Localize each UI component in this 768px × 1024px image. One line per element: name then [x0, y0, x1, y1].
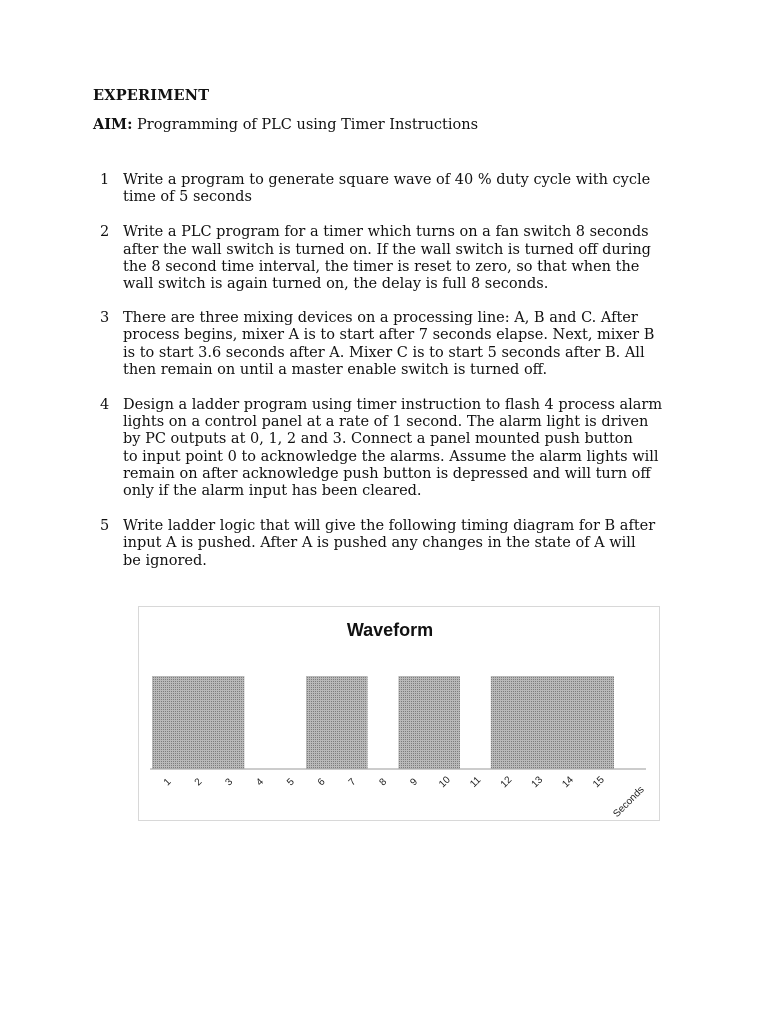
x-tick-label: 9 [408, 776, 421, 789]
task-number: 2 [100, 224, 110, 241]
task-line: Write a program to generate square wave of 40 % duty cycle with cycle [123, 172, 651, 188]
task-line: wall switch is again turned on, the delay is full 8 seconds. [123, 276, 549, 293]
task-line: There are three mixing devices on a processing line: A, B and C. After [123, 310, 638, 327]
task-line: after the wall switch is turned on. If the wall switch is turned off during [123, 241, 651, 258]
x-tick-label: 14 [560, 774, 576, 791]
task-item-3 [93, 310, 673, 379]
task-line: lights on a control panel at a rate of 1 second. The alarm light is driven [123, 414, 649, 431]
task-line: input A is pushed. After A is pushed any changes in the state of A will [123, 535, 636, 552]
x-tick-label: 4 [254, 776, 267, 789]
task-line: Write a PLC program for a timer which turns on a fan switch 8 seconds [123, 224, 649, 241]
chart-title: Waveform [346, 620, 434, 640]
task-item-2 [93, 224, 673, 293]
task-line: the 8 second time interval, the timer is reset to zero, so that when the [123, 258, 640, 275]
task-number: 3 [100, 310, 110, 327]
task-item-4 [93, 397, 673, 500]
x-tick-label: 12 [498, 774, 515, 791]
task-line: be ignored. [123, 552, 207, 569]
x-tick-label: 15 [591, 774, 607, 791]
x-tick-label: 7 [346, 776, 359, 789]
task-line: by PC outputs at 0, 1, 2 and 3. Connect a panel mounted push button [123, 431, 633, 448]
task-line: remain on after acknowledge push button is depressed and will turn off [123, 465, 651, 482]
task-number: 4 [100, 397, 110, 414]
waveform-chart-svg [139, 607, 659, 820]
task-item-1 [93, 172, 673, 206]
x-tick-label: 13 [529, 774, 546, 791]
task-number: 5 [100, 518, 110, 535]
task-number: 1 [100, 172, 110, 188]
waveform-high-block [306, 676, 368, 769]
waveform-high-block [491, 676, 614, 769]
task-line: process begins, mixer A is to start after 7 seconds elapse. Next, mixer B [123, 327, 655, 344]
task-line: then remain on until a master enable switch is turned off. [123, 361, 548, 378]
task-line: Design a ladder program using timer instruction to flash 4 process alarm [123, 397, 663, 414]
aim-label: AIM: [93, 116, 133, 133]
x-tick-label: 5 [285, 776, 297, 789]
x-tick-label: 3 [223, 776, 236, 789]
experiment-heading: EXPERIMENT [93, 87, 210, 104]
task-line: to input point 0 to acknowledge the alarms. Assume the alarm lights will [123, 448, 659, 465]
waveform-high-block [398, 676, 460, 769]
task-line: only if the alarm input has been cleared. [123, 483, 422, 500]
task-item-5 [93, 518, 673, 570]
x-tick-label: 10 [437, 774, 453, 791]
task-line: is to start 3.6 seconds after A. Mixer C is to start 5 seconds after B. All [123, 344, 645, 361]
task-list [93, 172, 673, 570]
x-axis-label: Seconds [611, 784, 647, 820]
task-line: time of 5 seconds [123, 189, 252, 206]
aim-line [93, 116, 478, 133]
waveform-chart [138, 606, 660, 821]
x-tick-label: 6 [315, 776, 328, 789]
x-tick-label: 11 [468, 774, 484, 790]
x-tick-label: 1 [161, 776, 174, 789]
task-line: Write ladder logic that will give the following timing diagram for B after [123, 518, 656, 535]
x-tick-label: 2 [192, 776, 205, 789]
x-tick-label: 8 [377, 776, 390, 789]
aim-text: Programming of PLC using Timer Instructions [132, 117, 479, 133]
waveform-high-block [152, 676, 244, 769]
